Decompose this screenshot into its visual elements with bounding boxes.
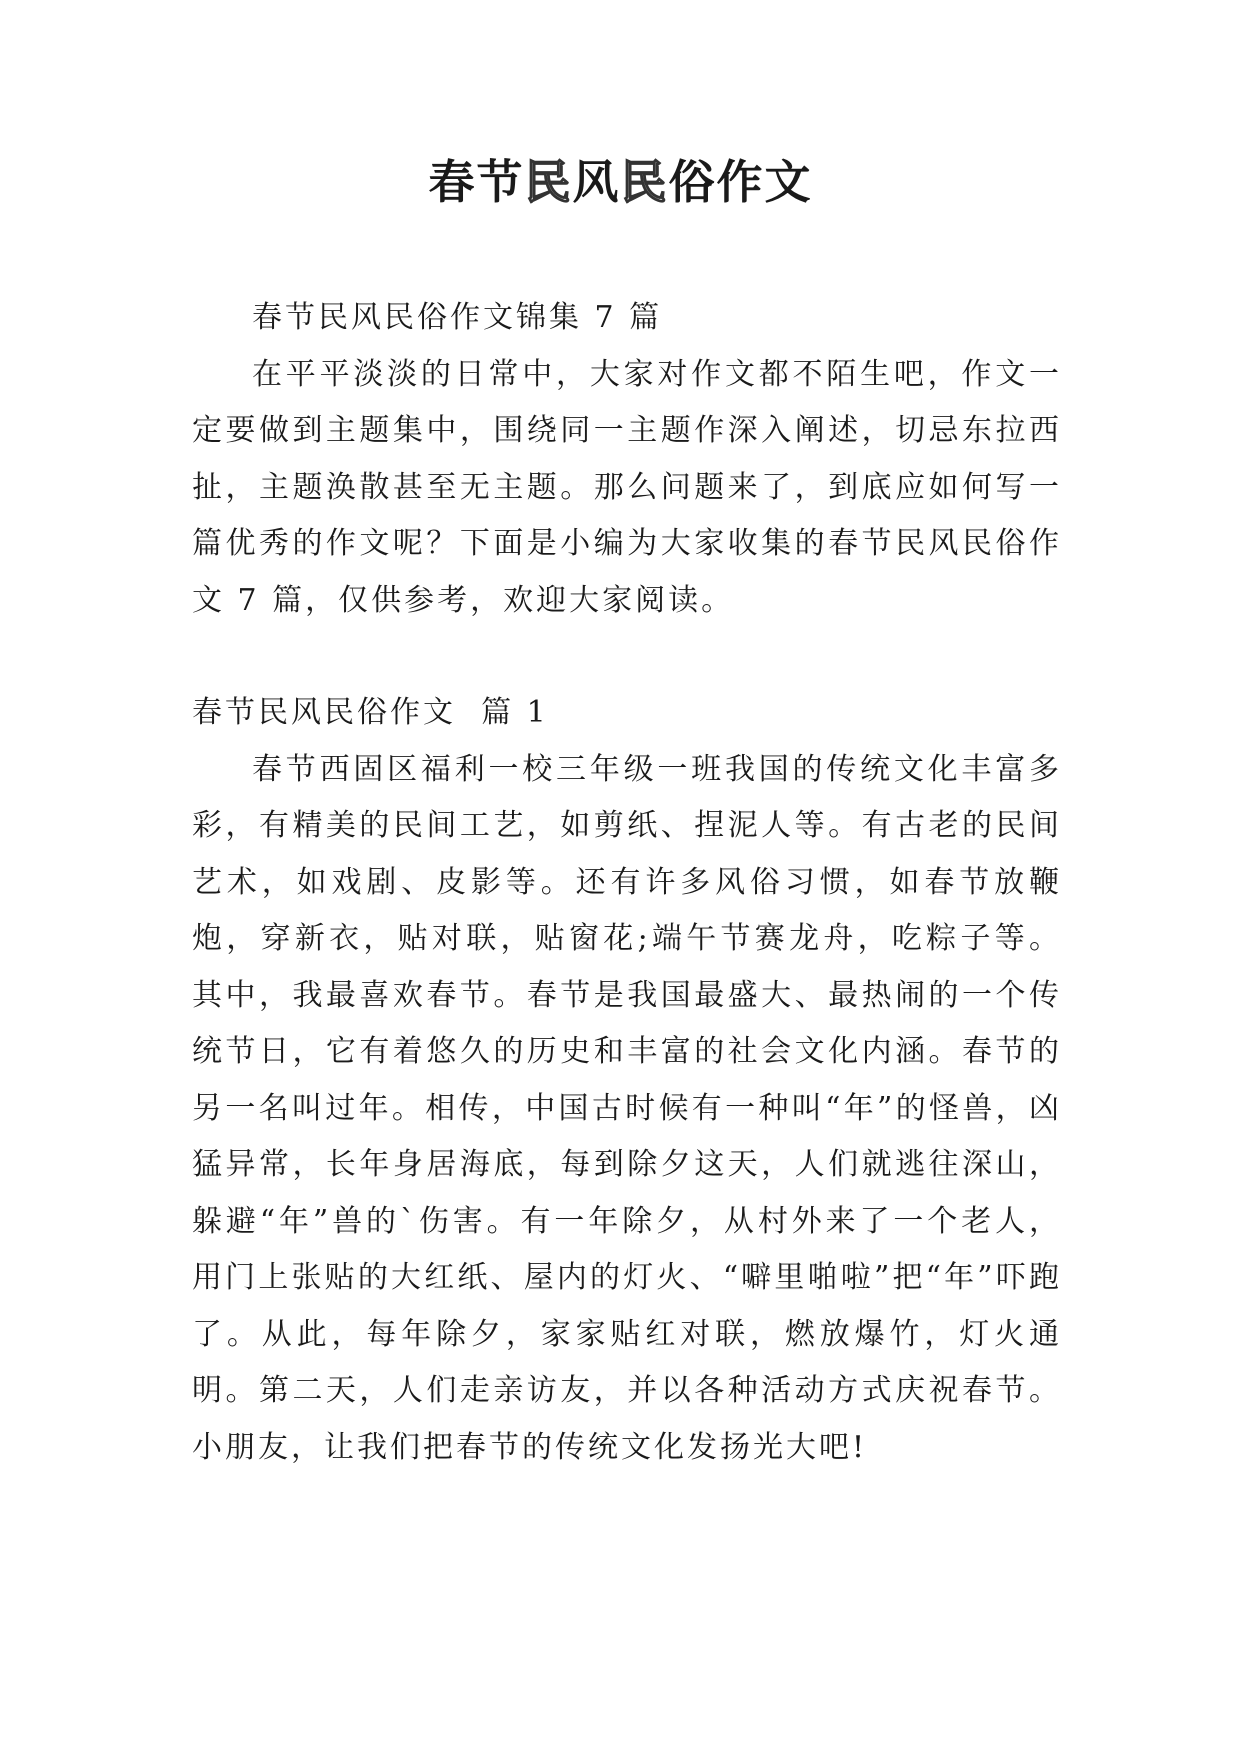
title-part: 风	[572, 155, 621, 209]
document-body	[192, 290, 1062, 1476]
title-part-outlined: 民	[524, 155, 573, 209]
section-paragraph: 春节西固区福利一校三年级一班我国的传统文化丰富多彩，有精美的民间工艺，如剪纸、捏泥人等。有古老的民间艺术，如戏剧、皮影等。还有许多风俗习惯，如春节放鞭炮，穿新衣，贴对联，贴窗花;端午节赛龙舟，吃粽子等。其中，我最喜欢春节。春节是我国最盛大、最热闹的一个传统节日，它有着悠久的历史和丰富的社会文化内涵。春节的另一名叫过年。相传，中国古时候有一种叫“年”的怪兽，凶猛异常，长年身居海底，每到除夕这天，人们就逃往深山，躲避“年”兽的`伤害。有一年除夕，从村外来了一个老人，用门上张贴的大红纸、屋内的灯火、“噼里啪啦”把“年”吓跑了。从此，每年除夕，家家贴红对联，燃放爆竹，灯火通明。第二天，人们走亲访友，并以各种活动方式庆祝春节。小朋友，让我们把春节的传统文化发扬光大吧!	[192, 751, 1062, 1465]
title-part: 春节	[428, 155, 525, 209]
title-part: 俗作文	[668, 155, 813, 209]
paragraph-spacer	[192, 629, 1062, 685]
intro-heading: 春节民风民俗作文锦集 7 篇	[252, 300, 663, 335]
document-title	[0, 152, 1241, 212]
intro-paragraph: 在平平淡淡的日常中，大家对作文都不陌生吧，作文一定要做到主题集中，围绕同一主题作深入阐述，切忌东拉西扯，主题涣散甚至无主题。那么问题来了，到底应如何写一篇优秀的作文呢？下面是小编为大家收集的春节民风民俗作文 7 篇，仅供参考，欢迎大家阅读。	[192, 356, 1062, 618]
section-heading: 春节民风民俗作文 篇 1	[192, 695, 549, 730]
title-part-outlined: 民	[620, 155, 669, 209]
